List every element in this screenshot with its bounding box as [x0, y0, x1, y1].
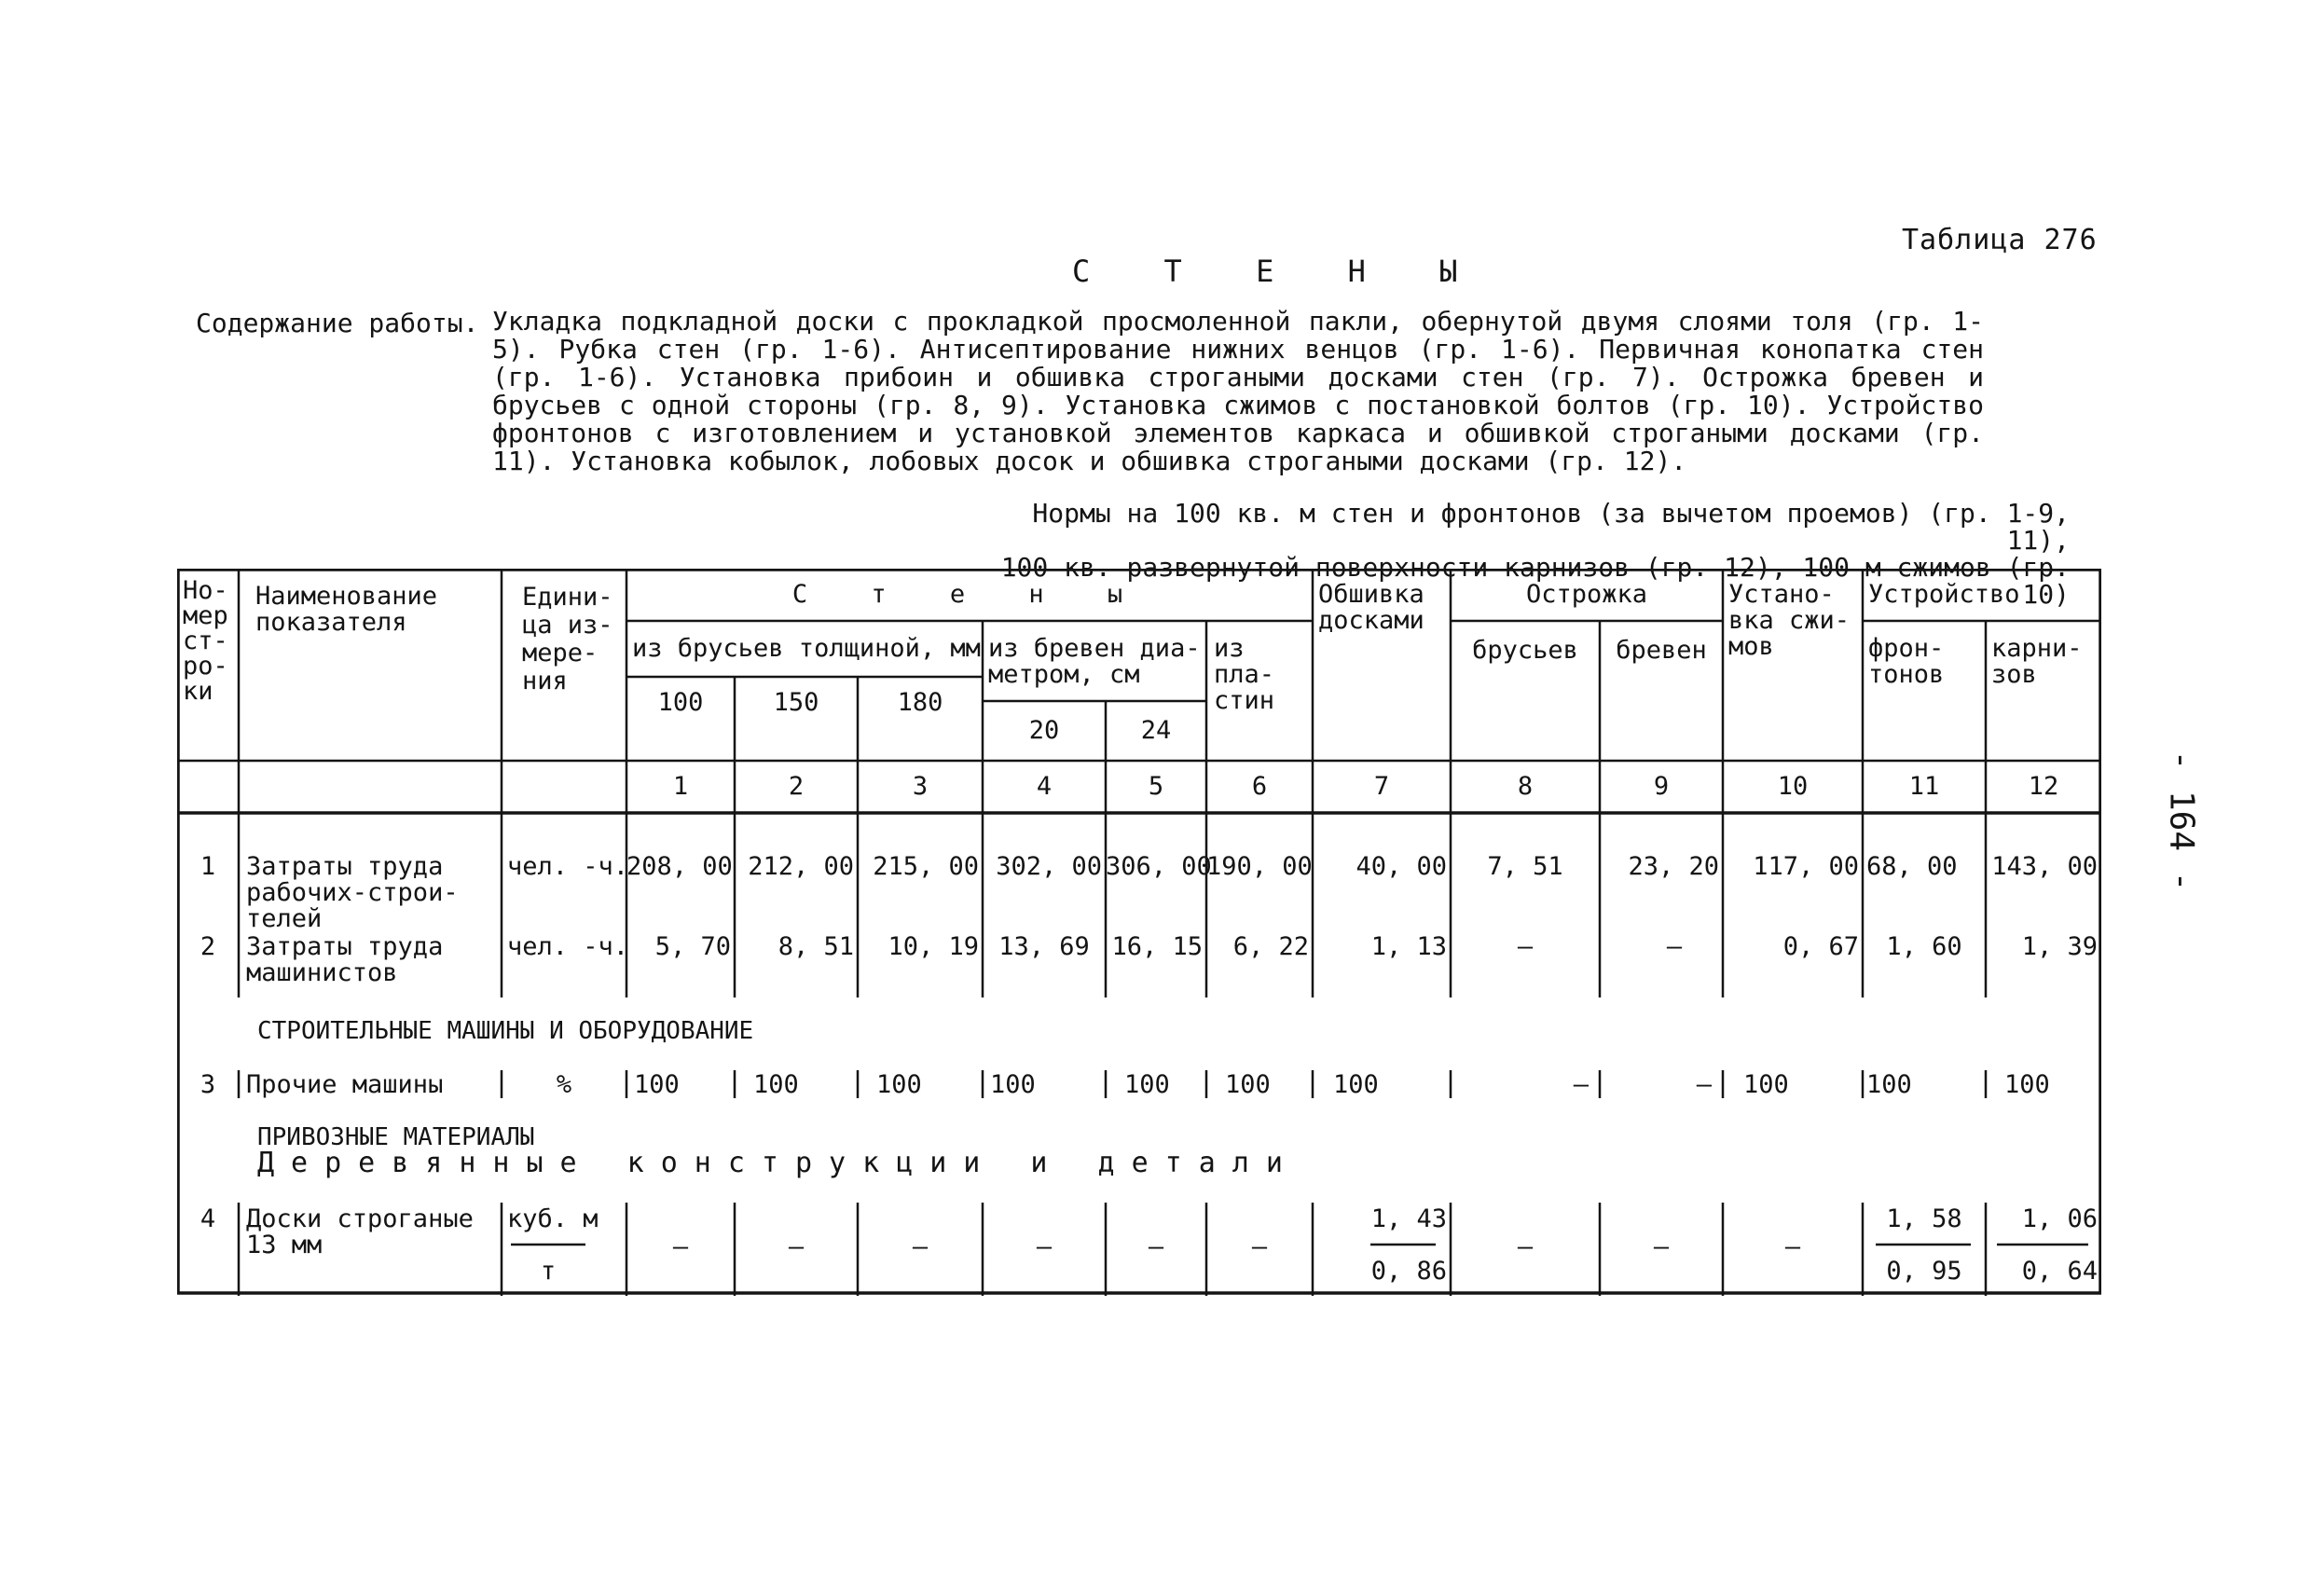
header-beam-150: 150 — [773, 688, 819, 717]
row-2-name: Затраты труда машинистов — [246, 932, 444, 987]
header-planing-logs: бревен — [1616, 636, 1707, 665]
row-4-value: – — [1517, 1232, 1534, 1261]
row-4-value: 1, 43 — [1370, 1204, 1447, 1233]
row-3-value: – — [1696, 1070, 1712, 1099]
row-2-value: 5, 70 — [654, 932, 731, 961]
row-1-value: 7, 51 — [1487, 852, 1563, 881]
row-2-value: 13, 69 — [998, 932, 1090, 961]
header-clamps: Устано- вка сжи- мов — [1728, 580, 1851, 661]
col-number: 8 — [1517, 772, 1534, 801]
header-log-24: 24 — [1140, 716, 1172, 745]
row-4-value: – — [788, 1232, 805, 1261]
row-2-value: 8, 51 — [778, 932, 854, 961]
header-construction: Устройство — [1868, 580, 2020, 609]
row-1-value: 212, 00 — [748, 852, 854, 881]
row-3-value: 100 — [634, 1070, 680, 1099]
row-1-value: 190, 00 — [1206, 852, 1313, 881]
col-number: 6 — [1251, 772, 1268, 801]
col-number: 1 — [672, 772, 689, 801]
table-number: Таблица 276 — [1902, 224, 2098, 256]
row-4-value: – — [1251, 1232, 1268, 1261]
col-number: 11 — [1908, 772, 1940, 801]
row-2-unit: чел. -ч. — [507, 932, 629, 961]
row-3-value: 100 — [2004, 1070, 2050, 1099]
header-planing-beams: брусьев — [1472, 636, 1578, 665]
row-1-value: 143, 00 — [1991, 852, 2098, 881]
row-2-value: 1, 13 — [1370, 932, 1447, 961]
header-planing: Острожка — [1525, 580, 1648, 609]
row-2-value: 10, 19 — [888, 932, 979, 961]
row-4-value: – — [1784, 1232, 1801, 1261]
row-2-value: 1, 39 — [2021, 932, 2098, 961]
row-4-value: – — [1036, 1232, 1053, 1261]
row-2-value: 16, 15 — [1111, 932, 1203, 961]
norms-line-2: 100 кв. развернутой поверхности карнизов (гр. 12), 100 м сжимов (гр. 10) — [1000, 552, 2070, 610]
header-row-number: Но- мер ст- ро- ки — [183, 576, 228, 706]
section-machines: СТРОИТЕЛЬНЫЕ МАШИНЫ И ОБОРУДОВАНИЕ — [257, 1017, 754, 1045]
norms-table — [177, 569, 2101, 1296]
row-3-value: 100 — [1225, 1070, 1271, 1099]
row-4-unit-bottom: т — [540, 1257, 557, 1286]
header-from-beams: из брусьев толщиной, мм — [632, 634, 981, 663]
row-4-value: – — [912, 1232, 929, 1261]
row-1-value: 215, 00 — [873, 852, 979, 881]
col-number: 5 — [1148, 772, 1164, 801]
header-beam-100: 100 — [657, 688, 704, 717]
row-3-value: 100 — [990, 1070, 1036, 1099]
header-log-20: 20 — [1028, 716, 1060, 745]
row-1-value: 302, 00 — [996, 852, 1102, 881]
row-1-value: 117, 00 — [1753, 852, 1859, 881]
row-3-value: 100 — [876, 1070, 922, 1099]
col-number: 9 — [1653, 772, 1670, 801]
col-number: 3 — [912, 772, 929, 801]
col-number: 7 — [1373, 772, 1390, 801]
row-4-value-bottom: 0, 95 — [1886, 1257, 1962, 1286]
header-gables: фрон- тонов — [1868, 634, 1945, 689]
col-number: 10 — [1777, 772, 1809, 801]
header-from-plates: из пла- стин — [1214, 634, 1275, 715]
header-indicator-name: Наименование показателя — [255, 582, 438, 637]
header-beam-180: 180 — [897, 688, 943, 717]
col-number: 2 — [788, 772, 805, 801]
row-4-name: Доски строганые 13 мм — [246, 1204, 474, 1259]
row-4-value: – — [672, 1232, 689, 1261]
section-materials: ПРИВОЗНЫЕ МАТЕРИАЛЫ — [257, 1123, 535, 1151]
col-number: 12 — [2028, 772, 2059, 801]
row-1-value: 306, 00 — [1106, 852, 1212, 881]
col-number: 4 — [1036, 772, 1053, 801]
row-4-value-bottom: 0, 86 — [1370, 1257, 1447, 1286]
header-cladding: Обшивка досками — [1318, 580, 1424, 635]
page-title: С Т Е Н Ы — [1072, 254, 1486, 289]
header-walls: С т е н ы — [791, 580, 1148, 609]
row-1-number: 1 — [200, 852, 216, 881]
row-2-value: 6, 22 — [1232, 932, 1309, 961]
row-1-value: 40, 00 — [1356, 852, 1447, 881]
row-3-unit: % — [556, 1070, 572, 1099]
section-wood: Деревянные конструкции и детали — [257, 1147, 1300, 1179]
row-2-value: 0, 67 — [1782, 932, 1859, 961]
row-4-value: 1, 06 — [2021, 1204, 2098, 1233]
row-4-unit-top: куб. м — [507, 1204, 599, 1233]
work-content-text: Укладка подкладной доски с прокладкой просмоленной пакли, обернутой двумя слоями толя (гр. 1-5). Рубка стен (гр. 1-6). Антисептирование нижних венцов (гр. 1-6). Первичная конопатка стен (гр. 1-6). Установка прибоин и обшивка строгаными досками стен (гр. 7). Острожка бревен и брусьев с одной стороны (гр. 8, 9). Установка сжимов с постановкой болтов (гр. 10). Устройство фронтонов с изготовлением и установкой элементов каркаса и обшивкой строгаными досками (гр. 11). Установка кобылок, лобовых досок и обшивка строгаными досками (гр. 12). — [492, 306, 1984, 476]
row-4-value: – — [1148, 1232, 1164, 1261]
row-2-value: 1, 60 — [1886, 932, 1962, 961]
row-1-value: 208, 00 — [626, 852, 733, 881]
row-1-value: 68, 00 — [1866, 852, 1958, 881]
norms-line-1: Нормы на 100 кв. м стен и фронтонов (за вычетом проемов) (гр. 1-9, 11), — [1032, 498, 2070, 556]
row-3-name: Прочие машины — [246, 1070, 444, 1099]
row-3-value: 100 — [1743, 1070, 1789, 1099]
row-1-name: Затраты труда рабочих-строи- телей — [246, 852, 459, 933]
work-content-label: Содержание работы. — [196, 308, 479, 338]
row-2-value: – — [1517, 932, 1534, 961]
row-4-value: – — [1653, 1232, 1670, 1261]
row-3-value: 100 — [1124, 1070, 1170, 1099]
row-4-number: 4 — [200, 1204, 216, 1233]
row-2-number: 2 — [200, 932, 216, 961]
row-4-value-bottom: 0, 64 — [2021, 1257, 2098, 1286]
page-number: - 164 - — [2162, 750, 2201, 892]
row-3-value: 100 — [1333, 1070, 1379, 1099]
row-3-value: – — [1573, 1070, 1589, 1099]
row-1-value: 23, 20 — [1628, 852, 1719, 881]
row-3-value: 100 — [753, 1070, 799, 1099]
row-2-value: – — [1666, 932, 1683, 961]
header-unit: Едини- ца из- мере- ния — [522, 583, 613, 695]
row-3-number: 3 — [200, 1070, 216, 1099]
header-cornices: карни- зов — [1991, 634, 2083, 689]
row-4-value: 1, 58 — [1886, 1204, 1962, 1233]
header-from-logs: из бревен диа- метром, см — [988, 634, 1201, 689]
row-1-unit: чел. -ч. — [507, 852, 629, 881]
row-3-value: 100 — [1866, 1070, 1912, 1099]
